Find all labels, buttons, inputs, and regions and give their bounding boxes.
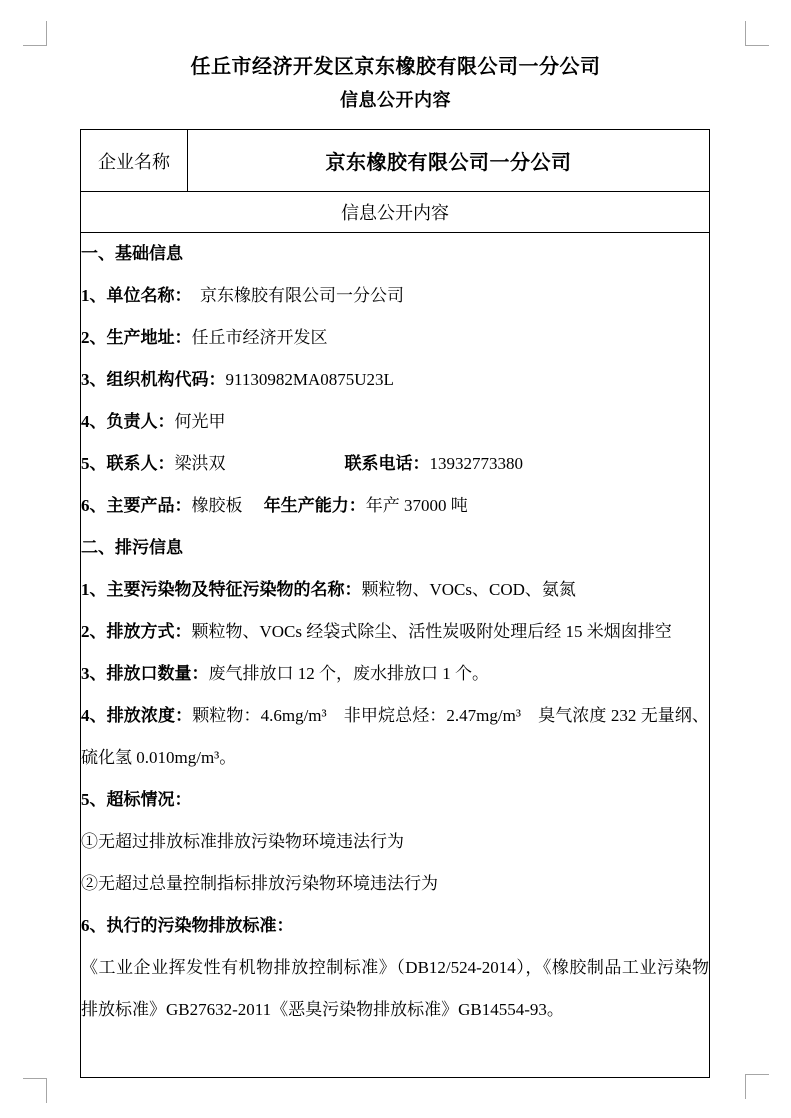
page-margin-mark-bottom-left xyxy=(23,1078,47,1103)
info-table xyxy=(80,129,710,1078)
body-paragraph xyxy=(81,779,709,821)
body-paragraph xyxy=(81,653,709,695)
body-paragraph xyxy=(81,317,709,359)
paragraph-label: 2、生产地址： xyxy=(81,328,192,347)
paragraph-label: 1、主要污染物及特征污染物的名称： xyxy=(81,580,362,599)
page-margin-mark-top-left xyxy=(23,21,47,46)
paragraph-label: 二、排污信息 xyxy=(81,538,183,557)
paragraph-label: 3、组织机构代码： xyxy=(81,370,226,389)
paragraph-label: 年生产能力： xyxy=(263,496,366,515)
paragraph-label: 1、单位名称： xyxy=(81,286,183,305)
paragraph-text: 颗粒物：4.6mg/m³ 非甲烷总烃：2.47mg/m³ 臭气浓度 232 无量纲、硫化氢 0.010mg/m³。 xyxy=(81,706,709,767)
company-name-label: 企业名称 xyxy=(81,130,188,192)
paragraph-text: 何光甲 xyxy=(174,412,226,431)
paragraph-text: 颗粒物、VOCs、COD、氨氮 xyxy=(361,580,576,599)
body-paragraph xyxy=(81,905,709,947)
body-paragraph xyxy=(81,695,709,779)
paragraph-label: 联系电话： xyxy=(344,454,430,473)
paragraph-text: 《工业企业挥发性有机物排放控制标准》（DB12/524-2014），《橡胶制品工业污染物排放标准》GB27632-2011《恶臭污染物排放标准》GB14554-93。 xyxy=(81,958,709,1019)
body-paragraph xyxy=(81,821,709,863)
paragraph-text: 梁洪双 xyxy=(174,454,345,473)
body-paragraph xyxy=(81,233,709,275)
company-row xyxy=(81,130,710,192)
body-paragraph xyxy=(81,485,709,527)
page-margin-mark-bottom-right xyxy=(745,1074,769,1099)
body-paragraph xyxy=(81,611,709,653)
company-name-value: 京东橡胶有限公司一分公司 xyxy=(188,130,710,192)
paragraph-text: 京东橡胶有限公司一分公司 xyxy=(183,286,404,305)
paragraph-text: ①无超过排放标准排放污染物环境违法行为 xyxy=(81,832,404,851)
body-paragraph xyxy=(81,359,709,401)
paragraph-text: 橡胶板 xyxy=(191,496,264,515)
body-paragraph xyxy=(81,443,709,485)
document-subtitle: 信息公开内容 xyxy=(340,90,451,110)
paragraph-label: 2、排放方式： xyxy=(81,622,192,641)
paragraph-label: 4、排放浓度： xyxy=(81,706,193,725)
paragraph-label: 5、超标情况： xyxy=(81,790,192,809)
paragraph-label: 6、执行的污染物排放标准： xyxy=(81,916,294,935)
page-margin-mark-top-right xyxy=(745,21,769,46)
paragraph-label: 一、基础信息 xyxy=(81,244,183,263)
body-paragraph xyxy=(81,863,709,905)
paragraph-text: 91130982MA0875U23L xyxy=(225,370,394,389)
body-paragraph xyxy=(81,275,709,317)
paragraph-text: ②无超过总量控制指标排放污染物环境违法行为 xyxy=(81,874,438,893)
body-row xyxy=(81,233,710,1078)
body-paragraph xyxy=(81,527,709,569)
paragraph-text: 废气排放口 12 个，废水排放口 1 个。 xyxy=(208,664,489,683)
paragraph-text: 13932773380 xyxy=(429,454,523,473)
paragraph-label: 5、联系人： xyxy=(81,454,175,473)
section-header: 信息公开内容 xyxy=(81,192,710,233)
paragraph-label: 4、负责人： xyxy=(81,412,175,431)
paragraph-label: 3、排放口数量： xyxy=(81,664,209,683)
body-paragraph xyxy=(81,401,709,443)
body-paragraph xyxy=(81,569,709,611)
paragraph-label: 6、主要产品： xyxy=(81,496,192,515)
section-header-row xyxy=(81,192,710,233)
paragraph-text: 颗粒物、VOCs 经袋式除尘、活性炭吸附处理后经 15 米烟囱排空 xyxy=(191,622,672,641)
body-paragraph xyxy=(81,947,709,1031)
paragraph-text: 年产 37000 吨 xyxy=(365,496,468,515)
paragraph-text: 任丘市经济开发区 xyxy=(191,328,328,347)
body-content xyxy=(81,233,710,1078)
document-title: 任丘市经济开发区京东橡胶有限公司一分公司 xyxy=(190,56,601,78)
